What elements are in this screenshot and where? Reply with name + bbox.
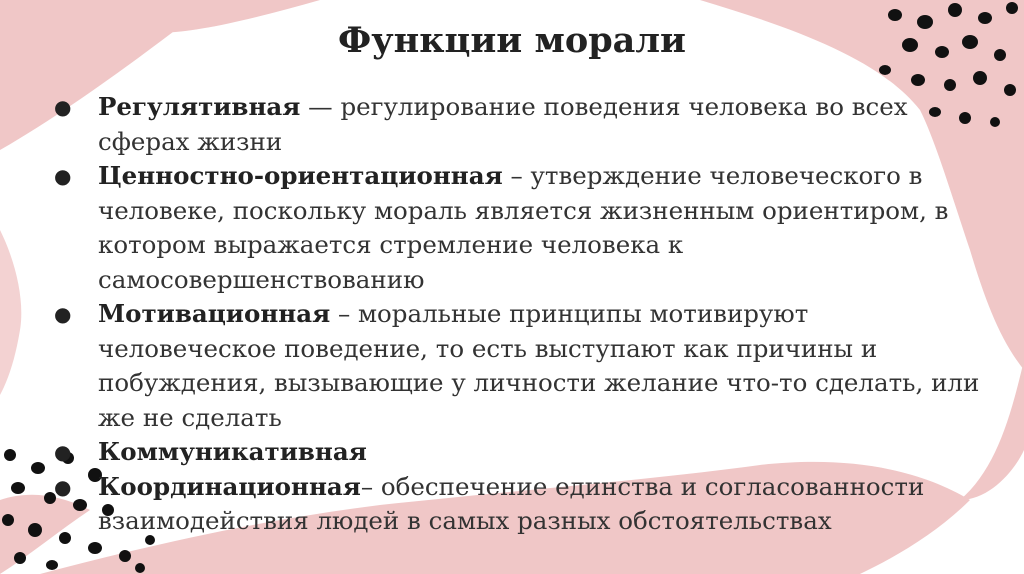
- pink-stroke-left: [0, 230, 21, 395]
- bullet-icon: ●: [54, 164, 72, 188]
- bullet-icon: ●: [54, 440, 72, 464]
- list-item: [52, 297, 982, 435]
- bullet-icon: ●: [54, 95, 72, 119]
- item-description: – моральные принципы мотивируют человеческое поведение, то есть выступают как причины и побуждения, вызывающие у личности желание что-то сделать, или же не сделать: [98, 299, 980, 432]
- item-term: Мотивационная: [98, 299, 331, 328]
- list-item: [52, 90, 982, 159]
- list-item: [52, 435, 982, 470]
- list-item: [52, 159, 982, 297]
- bullet-icon: ●: [54, 302, 72, 326]
- item-description: – обеспечение единства и согласованности взаимодействия людей в самых разных обстоятельствах: [98, 471, 925, 535]
- item-term: Регулятивная: [98, 92, 301, 121]
- functions-list: [52, 90, 982, 539]
- slide-title: Функции морали: [337, 20, 686, 61]
- item-term: Коммуникативная: [98, 437, 367, 466]
- item-description: – утверждение человеческого в человеке, поскольку мораль является жизненным ориентиром, в котором выражается стремление человека к самосовершенствованию: [98, 161, 949, 294]
- bullet-icon: ●: [54, 474, 72, 499]
- item-description: — регулирование поведения человека во всех сферах жизни: [98, 92, 908, 156]
- list-item: [52, 470, 982, 539]
- item-term: Координационная: [98, 471, 361, 501]
- item-term: Ценностно-ориентационная: [98, 161, 503, 190]
